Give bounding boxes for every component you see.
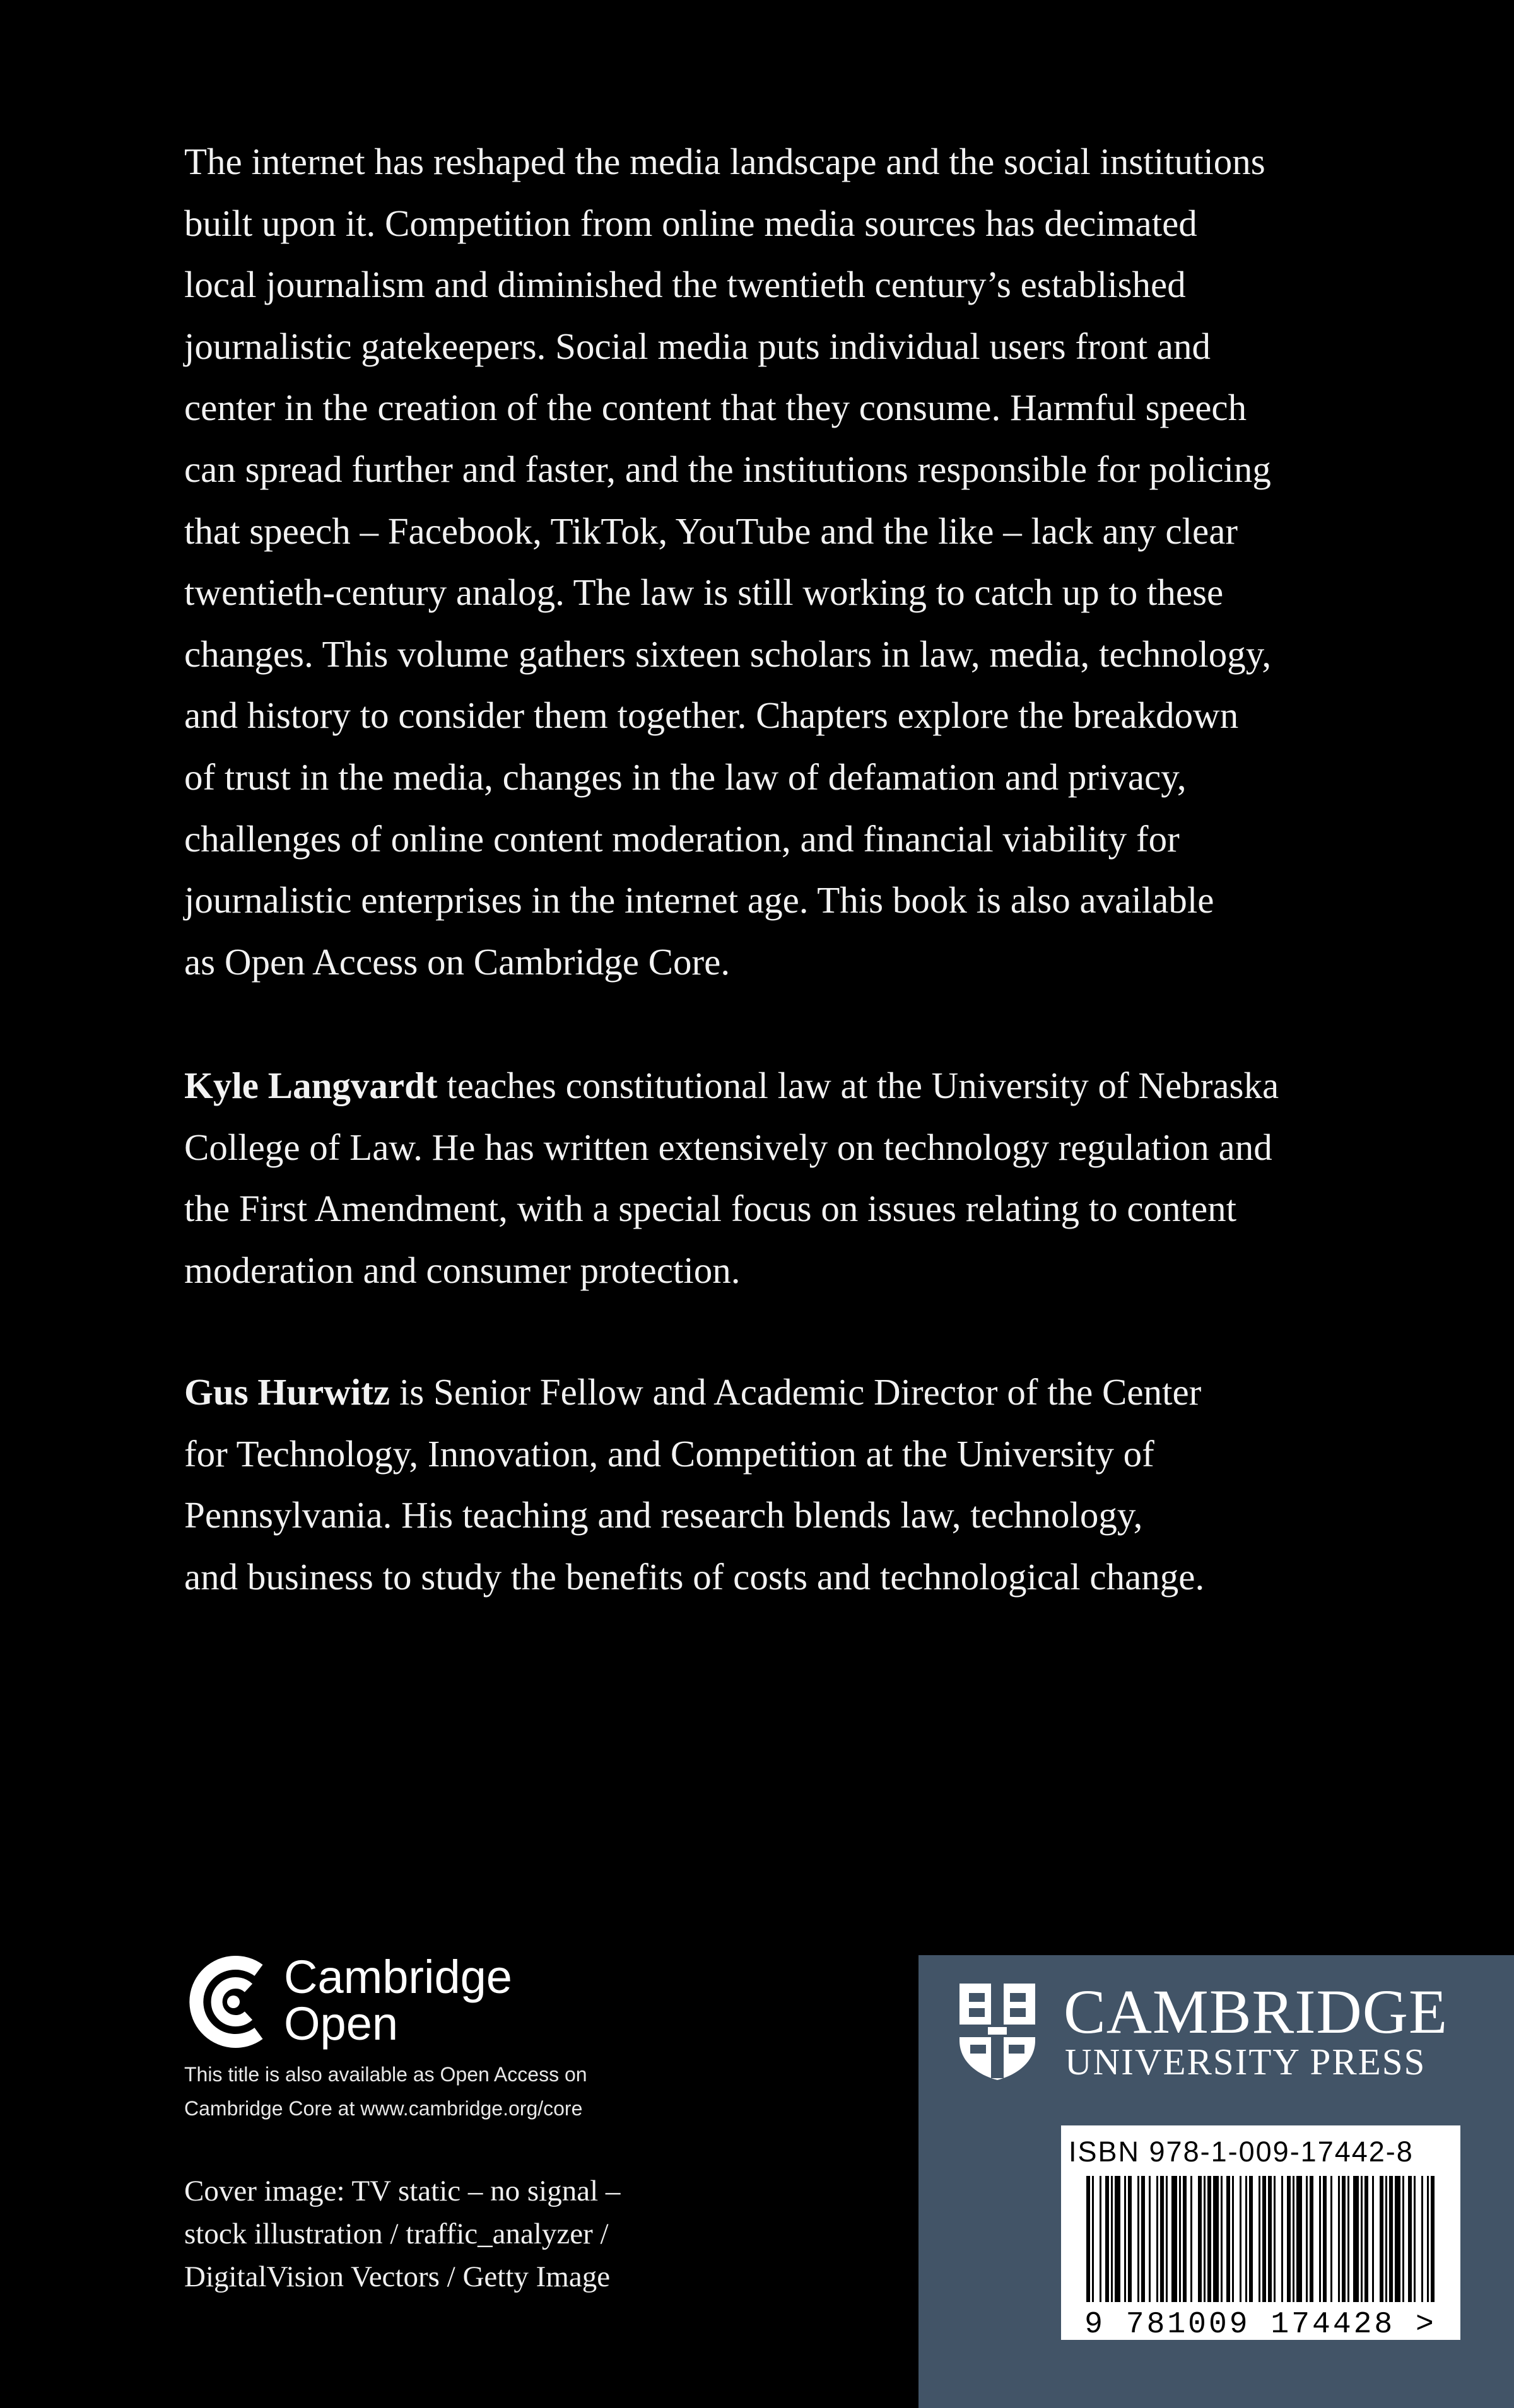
isbn-label: ISBN 978-1-009-17442-8 bbox=[1069, 2136, 1414, 2168]
bio-text: is Senior Fellow and Academic Director of the Center bbox=[390, 1371, 1202, 1413]
bio-text: teaches constitutional law at the University of Nebraska bbox=[437, 1065, 1279, 1106]
description-line: that speech – Facebook, TikTok, YouTube and the like – lack any clear bbox=[184, 510, 1238, 552]
credit-line: stock illustration / traffic_analyzer / bbox=[184, 2218, 609, 2250]
description-line: can spread further and faster, and the institutions responsible for policing bbox=[184, 448, 1271, 490]
description-line: and history to consider them together. Chapters explore the breakdown bbox=[184, 694, 1239, 737]
barcode-bars-icon bbox=[1061, 2176, 1460, 2340]
author-name: Gus Hurwitz bbox=[184, 1371, 390, 1413]
description-line: center in the creation of the content that they consume. Harmful speech bbox=[184, 387, 1247, 429]
description-line: challenges of online content moderation, and financial viability for bbox=[184, 817, 1180, 860]
description-line: built upon it. Competition from online media sources has decimated bbox=[184, 202, 1197, 244]
cambridge-open-wordmark-line1: Cambridge bbox=[284, 1951, 512, 2003]
description-line: The internet has reshaped the media landscape and the social institutions bbox=[184, 141, 1265, 182]
cover-image-credit bbox=[184, 2170, 752, 2298]
bio-line: and business to study the benefits of costs and technological change. bbox=[184, 1555, 1205, 1598]
description-line: as Open Access on Cambridge Core. bbox=[184, 940, 731, 983]
bio-line: College of Law. He has written extensively on technology regulation and bbox=[184, 1126, 1272, 1168]
description-line: journalistic gatekeepers. Social media puts individual users front and bbox=[184, 325, 1211, 367]
author-bio-langvardt bbox=[184, 1055, 1383, 1301]
bio-line: for Technology, Innovation, and Competition at the University of bbox=[184, 1432, 1154, 1475]
book-description bbox=[184, 131, 1383, 993]
description-line: twentieth-century analog. The law is still working to catch up to these bbox=[184, 571, 1224, 614]
publisher-name: CAMBRIDGE bbox=[1064, 1977, 1448, 2047]
description-line: changes. This volume gathers sixteen scholars in law, media, technology, bbox=[184, 633, 1272, 675]
isbn-barcode bbox=[1061, 2125, 1460, 2340]
description-line: journalistic enterprises in the internet age. This book is also available bbox=[184, 879, 1214, 921]
author-name: Kyle Langvardt bbox=[184, 1065, 438, 1106]
cambridge-crest-icon bbox=[956, 1980, 1038, 2081]
credit-line: Cover image: TV static – no signal – bbox=[184, 2175, 621, 2207]
open-access-note-line: Cambridge Core at www.cambridge.org/core bbox=[184, 2097, 583, 2120]
description-line: of trust in the media, changes in the law of defamation and privacy, bbox=[184, 756, 1187, 798]
bio-line: Pennsylvania. His teaching and research blends law, technology, bbox=[184, 1494, 1143, 1536]
bio-line: the First Amendment, with a special focus on issues relating to content bbox=[184, 1188, 1237, 1230]
publisher-subtitle: UNIVERSITY PRESS bbox=[1065, 2041, 1426, 2083]
bio-line: moderation and consumer protection. bbox=[184, 1249, 741, 1291]
open-access-note-line: This title is also available as Open Access on bbox=[184, 2063, 587, 2086]
cambridge-open-wordmark-line2: Open bbox=[284, 1997, 399, 2050]
open-access-note bbox=[184, 2057, 752, 2125]
credit-line: DigitalVision Vectors / Getty Image bbox=[184, 2260, 611, 2293]
author-bio-hurwitz bbox=[184, 1362, 1383, 1608]
publisher-panel bbox=[918, 1955, 1514, 2408]
bio-first-line bbox=[184, 1362, 1383, 1423]
description-line: local journalism and diminished the twentieth century’s established bbox=[184, 264, 1186, 306]
bio-first-line bbox=[184, 1055, 1383, 1117]
barcode-digits: 9 781009 174428 > bbox=[1084, 2308, 1436, 2340]
